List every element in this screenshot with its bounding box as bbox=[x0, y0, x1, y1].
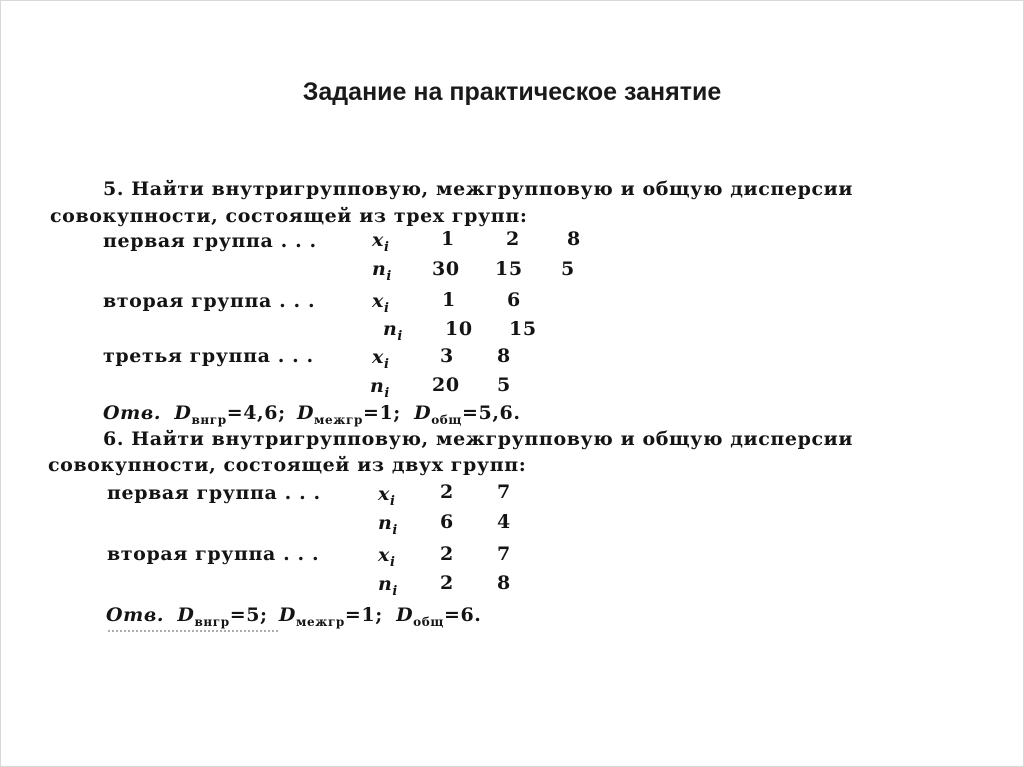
p5-g2-x1: 1 bbox=[442, 289, 456, 311]
slide-title: Задание на практическое занятие bbox=[302, 78, 722, 106]
p6-group2-label: вторая группа . . . bbox=[107, 543, 320, 565]
p5-g1-n2: 15 bbox=[495, 258, 523, 280]
p5-g1-x3: 8 bbox=[567, 228, 581, 250]
p5-g2-n1: 10 bbox=[445, 318, 473, 340]
p5-group2-label: вторая группа . . . bbox=[103, 290, 316, 312]
p5-g1-n1: 30 bbox=[432, 258, 460, 280]
problem6-line1: 6. Найти внутригрупповую, межгрупповую и общую дисперсии bbox=[103, 428, 854, 450]
p5-g3-n2: 5 bbox=[497, 374, 511, 396]
p5-g2-n2: 15 bbox=[509, 318, 537, 340]
p6-g1-n2: 4 bbox=[497, 511, 511, 533]
p5-g3-x2: 8 bbox=[497, 345, 511, 367]
problem6-line2: совокупности, состоящей из двух групп: bbox=[48, 454, 527, 476]
p5-g2-x2: 6 bbox=[507, 289, 521, 311]
p6-g2-n2: 8 bbox=[497, 572, 511, 594]
p6-g1-n-symbol: $n_i$ bbox=[378, 512, 398, 538]
p5-g3-x1: 3 bbox=[440, 345, 454, 367]
p6-g1-x2: 7 bbox=[497, 481, 511, 503]
p5-group1-label: первая группа . . . bbox=[103, 230, 317, 252]
p5-g3-n-symbol: $n_i$ bbox=[370, 375, 390, 401]
p6-g2-n1: 2 bbox=[440, 572, 454, 594]
p5-g2-x-symbol: $x_i$ bbox=[372, 290, 390, 316]
p6-g2-x-symbol: $x_i$ bbox=[378, 544, 396, 570]
p6-g2-x2: 7 bbox=[497, 543, 511, 565]
p5-g1-x1: 1 bbox=[441, 228, 455, 250]
p6-g1-x1: 2 bbox=[440, 481, 454, 503]
p6-group1-label: первая группа . . . bbox=[107, 482, 321, 504]
cropped-text-remnant bbox=[108, 630, 278, 640]
p5-g3-n1: 20 bbox=[432, 374, 460, 396]
p6-g2-n-symbol: $n_i$ bbox=[378, 573, 398, 599]
p6-g1-n1: 6 bbox=[440, 511, 454, 533]
p6-g1-x-symbol: $x_i$ bbox=[378, 483, 396, 509]
p5-g1-x2: 2 bbox=[506, 228, 520, 250]
p5-group3-label: третья группа . . . bbox=[103, 345, 314, 367]
p5-g3-x-symbol: $x_i$ bbox=[372, 346, 390, 372]
problem5-line1: 5. Найти внутригрупповую, межгрупповую и общую дисперсии bbox=[103, 178, 854, 200]
p5-g1-n3: 5 bbox=[561, 258, 575, 280]
p5-g1-x-symbol: $x_i$ bbox=[372, 229, 390, 255]
p5-g1-n-symbol: $n_i$ bbox=[372, 258, 392, 284]
problem5-line2: совокупности, состоящей из трех групп: bbox=[50, 205, 528, 227]
p5-g2-n-symbol: $n_i$ bbox=[383, 318, 403, 344]
p5-answer: Отв. $D_{внгр}=4,6$; $D_{межгр}=1$; $D_{общ}=5,6$. bbox=[103, 402, 521, 427]
p6-answer: Отв. $D_{внгр}=5$; $D_{межгр}=1$; $D_{общ}=6$. bbox=[106, 604, 482, 629]
p6-g2-x1: 2 bbox=[440, 543, 454, 565]
